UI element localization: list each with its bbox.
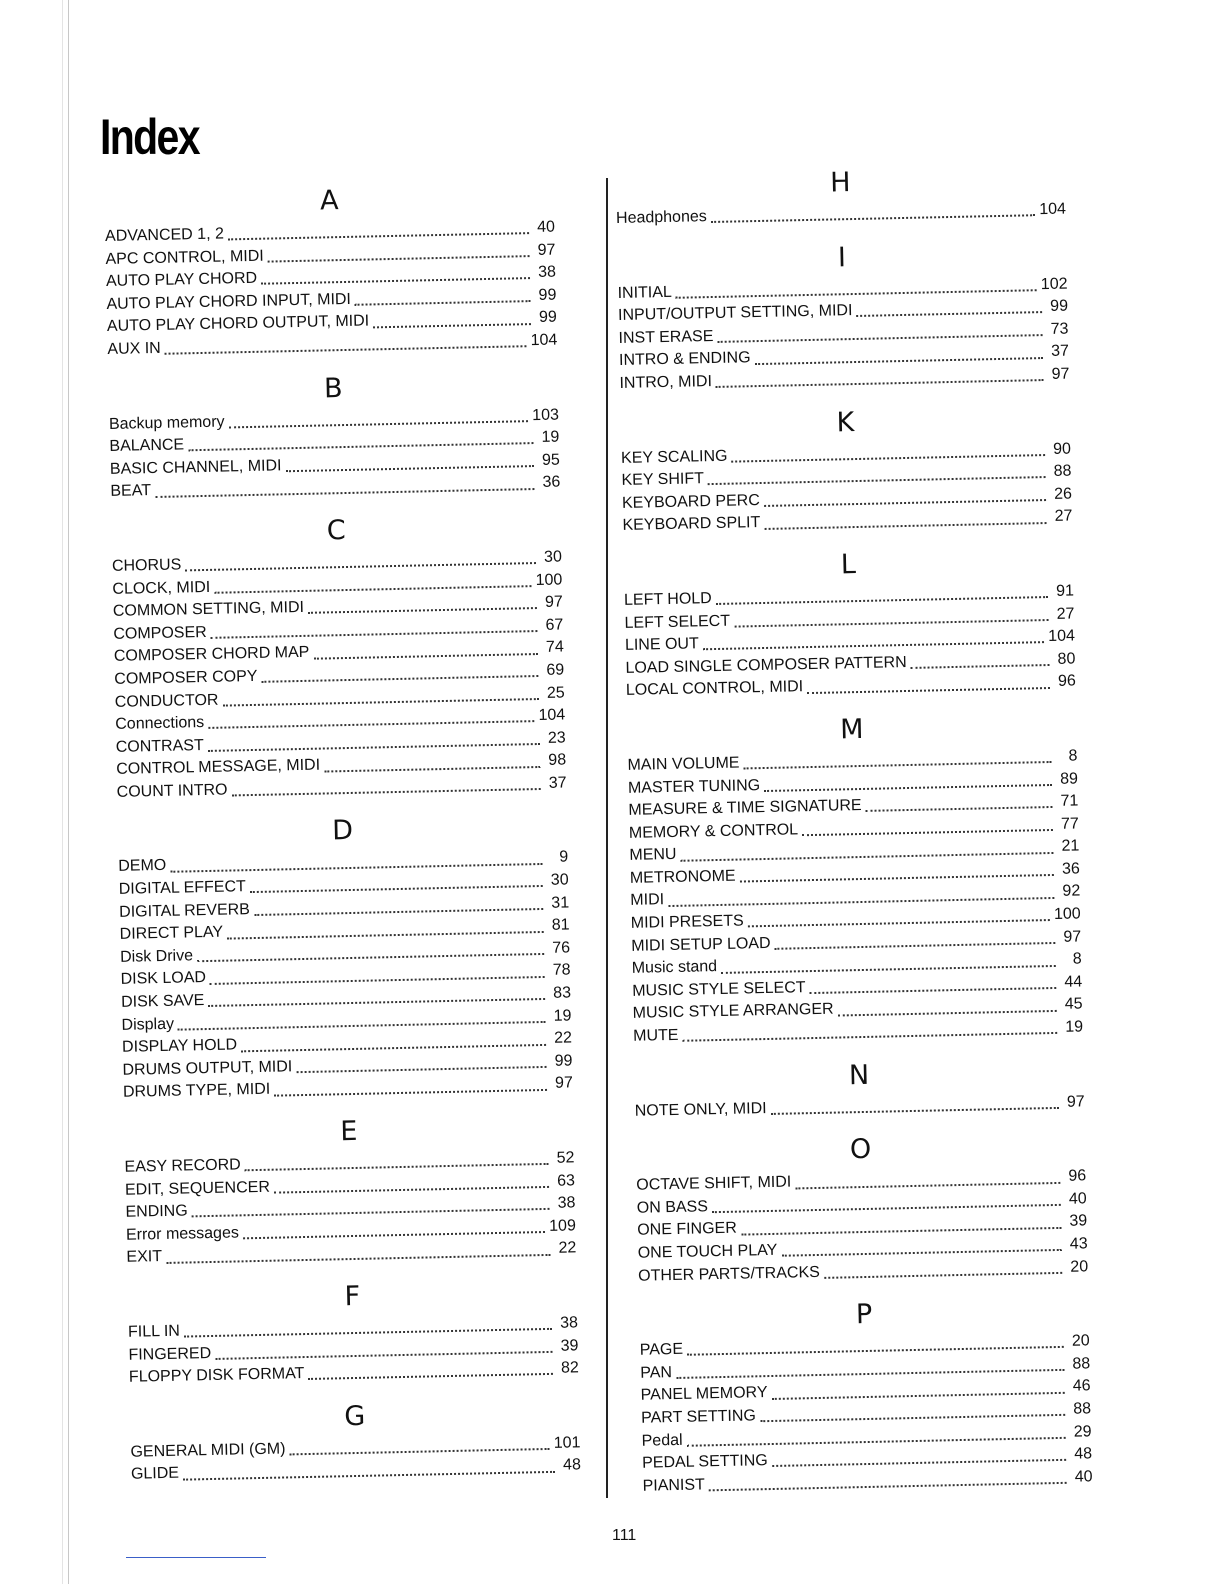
leader-dots — [373, 323, 531, 328]
index-section-n — [634, 1051, 1085, 1135]
entry-term: INPUT/OUTPUT SETTING, MIDI — [617, 302, 853, 325]
index-section-h — [615, 159, 1066, 243]
section-letter: N — [848, 1059, 870, 1091]
entry-term: EASY RECORD — [124, 1156, 241, 1176]
leader-dots — [308, 1373, 553, 1380]
entry-term: MIDI SETUP LOAD — [631, 934, 771, 955]
entry-page-number: 104 — [530, 331, 558, 350]
index-section-c — [111, 506, 567, 816]
entry-term: BASIC CHANNEL, MIDI — [109, 457, 282, 478]
entry-term: INTRO, MIDI — [619, 372, 713, 392]
entry-page-number: 20 — [1070, 1257, 1089, 1276]
leader-dots — [771, 1107, 1059, 1115]
entry-term: BALANCE — [109, 436, 185, 456]
entry-term: BEAT — [110, 482, 152, 501]
leader-dots — [764, 522, 1046, 530]
footer-rule — [126, 1557, 266, 1558]
entry-term: DIGITAL EFFECT — [118, 878, 247, 898]
entry-page-number: 76 — [552, 939, 571, 957]
leader-dots — [911, 664, 1050, 669]
entry-term: GENERAL MIDI (GM) — [130, 1440, 286, 1461]
entry-page-number: 103 — [532, 406, 560, 424]
section-letter: B — [323, 372, 343, 404]
entry-page-number: 100 — [1053, 905, 1081, 924]
entry-term: ON BASS — [636, 1198, 709, 1217]
leader-dots — [807, 687, 1050, 694]
leader-dots — [781, 1249, 1061, 1257]
section-letter: M — [839, 713, 864, 746]
entry-page-number: 88 — [1072, 1355, 1091, 1373]
entry-term: CLOCK, MIDI — [112, 578, 211, 598]
entry-term: ONE TOUCH PLAY — [637, 1241, 778, 1262]
entry-term: PAN — [640, 1363, 673, 1382]
entry-page-number: 19 — [553, 1007, 572, 1025]
leader-dots — [274, 1186, 549, 1194]
entry-page-number: 45 — [1064, 995, 1083, 1014]
entry-page-number: 88 — [1073, 1400, 1092, 1418]
leader-dots — [308, 607, 537, 614]
entry-term: CONTROL MESSAGE, MIDI — [116, 756, 321, 779]
entry-page-number: 101 — [553, 1434, 581, 1452]
index-section-g — [129, 1392, 581, 1499]
section-letter: F — [344, 1280, 361, 1313]
entry-page-number: 23 — [547, 729, 566, 747]
entry-term: GLIDE — [130, 1465, 180, 1484]
entry-page-number: 40 — [1068, 1190, 1087, 1208]
entry-page-number: 98 — [548, 751, 567, 770]
entry-page-number: 78 — [552, 961, 571, 980]
entry-term: MEASURE & TIME SIGNATURE — [628, 797, 862, 819]
entry-page-number: 38 — [557, 1194, 576, 1212]
entry-term: LOAD SINGLE COMPOSER PATTERN — [625, 653, 907, 677]
leader-dots — [274, 1089, 547, 1097]
section-letter: A — [319, 185, 339, 217]
entry-term: PIANIST — [642, 1476, 706, 1495]
entry-term: ONE FINGER — [637, 1220, 737, 1240]
entry-page-number: 40 — [1074, 1468, 1093, 1486]
entry-page-number: 30 — [543, 548, 563, 566]
entry-term: Headphones — [615, 208, 707, 227]
entry-page-number: 40 — [536, 218, 556, 236]
entry-term: LOCAL CONTROL, MIDI — [625, 678, 804, 700]
leader-dots — [824, 1272, 1062, 1279]
entry-term: INITIAL — [617, 283, 673, 302]
entry-page-number: 39 — [1069, 1212, 1088, 1231]
entry-term: DRUMS OUTPUT, MIDI — [122, 1058, 293, 1079]
entry-page-number: 38 — [537, 263, 557, 282]
entry-term: COMMON SETTING, MIDI — [112, 599, 305, 621]
entry-page-number: 92 — [1062, 882, 1081, 901]
entry-term: PAGE — [639, 1341, 684, 1359]
section-letter: C — [326, 514, 347, 547]
index-section-p — [639, 1291, 1093, 1511]
entry-term: FINGERED — [128, 1344, 212, 1364]
entry-term: COMPOSER COPY — [114, 667, 258, 688]
section-letter: I — [837, 241, 847, 273]
index-section-i — [617, 233, 1070, 407]
leader-dots — [250, 885, 543, 893]
index-section-a — [104, 177, 558, 374]
index-section-f — [127, 1272, 579, 1401]
entry-term: Display — [121, 1015, 175, 1034]
entry-term: OCTAVE SHIFT, MIDI — [636, 1173, 792, 1194]
entry-page-number: 71 — [1060, 792, 1079, 810]
leader-dots — [290, 1448, 550, 1455]
index-section-l — [623, 540, 1076, 714]
section-letter: L — [840, 548, 857, 581]
entry-term: DISPLAY HOLD — [121, 1036, 238, 1057]
index-column-right — [615, 159, 1093, 1510]
leader-dots — [243, 1231, 545, 1239]
entry-term: MUSIC STYLE ARRANGER — [632, 1001, 834, 1023]
entry-page-number: 29 — [1073, 1422, 1092, 1441]
index-section-m — [626, 705, 1083, 1060]
entry-page-number: 99 — [538, 286, 557, 304]
entry-term: COMPOSER — [113, 623, 207, 643]
entry-term: AUX IN — [107, 339, 161, 358]
entry-term: LEFT HOLD — [623, 590, 712, 609]
entry-page-number: 30 — [550, 871, 569, 889]
entry-page-number: 38 — [559, 1314, 579, 1332]
entry-page-number: 26 — [1053, 485, 1073, 503]
entry-page-number: 36 — [1061, 860, 1080, 878]
entry-term: COMPOSER CHORD MAP — [113, 644, 310, 666]
section-letter: K — [836, 406, 855, 438]
entry-term: MASTER TUNING — [627, 776, 761, 797]
entry-term: KEYBOARD PERC — [621, 491, 760, 512]
entry-term: DRUMS TYPE, MIDI — [122, 1081, 271, 1102]
entry-term: FILL IN — [127, 1322, 181, 1341]
entry-page-number: 81 — [551, 916, 570, 935]
leader-dots — [775, 942, 1056, 950]
leader-dots — [866, 806, 1053, 812]
binding-edge — [62, 0, 63, 1584]
column-divider — [606, 178, 608, 1498]
entry-term: FLOPPY DISK FORMAT — [128, 1365, 305, 1386]
entry-page-number: 25 — [546, 683, 565, 702]
leader-dots — [764, 499, 1046, 507]
entry-term: MUSIC STYLE SELECT — [632, 979, 806, 1000]
entry-page-number: 100 — [535, 571, 563, 589]
entry-page-number: 21 — [1061, 837, 1080, 856]
entry-term: MUTE — [633, 1026, 679, 1045]
leader-dots — [744, 761, 1052, 769]
leader-dots — [313, 653, 537, 660]
entry-term: EDIT, SEQUENCER — [124, 1178, 271, 1199]
entry-term: ENDING — [125, 1202, 188, 1221]
entry-page-number: 97 — [544, 593, 563, 611]
section-letter: G — [344, 1400, 366, 1432]
entry-term: METRONOME — [629, 867, 736, 887]
entry-term: OTHER PARTS/TRACKS — [638, 1263, 821, 1285]
leader-dots — [802, 829, 1053, 836]
entry-term: MIDI — [630, 891, 665, 910]
entry-page-number: 19 — [541, 428, 560, 447]
leader-dots — [355, 300, 531, 306]
leader-dots — [254, 908, 543, 916]
index-column-left — [104, 177, 581, 1499]
entry-page-number: 97 — [554, 1074, 574, 1093]
entry-term: PART SETTING — [641, 1407, 757, 1427]
entry-term: COUNT INTRO — [116, 781, 228, 801]
leader-dots — [772, 1459, 1066, 1467]
entry-page-number: 97 — [1063, 928, 1082, 946]
leader-dots — [228, 232, 529, 240]
leader-dots — [229, 420, 529, 428]
entry-page-number: 73 — [1050, 320, 1069, 338]
entry-page-number: 48 — [1074, 1445, 1093, 1463]
leader-dots — [772, 1392, 1065, 1400]
entry-page-number: 31 — [551, 894, 570, 912]
index-section-e — [123, 1107, 576, 1281]
entry-page-number: 74 — [545, 638, 564, 657]
entry-page-number: 52 — [556, 1149, 575, 1167]
entry-page-number: 82 — [560, 1359, 580, 1377]
entry-page-number: 44 — [1064, 973, 1083, 991]
entry-term: KEY SCALING — [620, 447, 728, 467]
entry-page-number: 80 — [1057, 650, 1076, 668]
entry-page-number: 90 — [1053, 440, 1072, 458]
entry-page-number: 27 — [1056, 605, 1075, 623]
entry-page-number: 43 — [1069, 1235, 1088, 1253]
entry-term: CHORUS — [111, 556, 182, 575]
leader-dots — [261, 278, 530, 286]
entry-page-number: 102 — [1040, 275, 1068, 293]
entry-page-number: 8 — [1072, 950, 1082, 968]
entry-page-number: 104 — [1039, 200, 1067, 219]
entry-term: DISK SAVE — [120, 992, 205, 1011]
leader-dots — [296, 1066, 546, 1073]
entry-term: Disk Drive — [119, 947, 194, 966]
leader-dots — [764, 784, 1052, 792]
entry-term: Music stand — [631, 958, 718, 978]
entry-page-number: 37 — [1050, 342, 1070, 361]
leader-dots — [857, 312, 1043, 318]
leader-dots — [241, 1043, 546, 1051]
section-letter: O — [849, 1134, 872, 1166]
entry-term: Backup memory — [108, 413, 225, 433]
entry-page-number: 27 — [1054, 507, 1073, 526]
entry-page-number: 46 — [1072, 1377, 1091, 1396]
entry-page-number: 9 — [559, 848, 569, 867]
entry-term: PEDAL SETTING — [641, 1452, 768, 1472]
entry-term: Connections — [115, 714, 205, 733]
entry-page-number: 97 — [1051, 365, 1070, 383]
index-section-b — [108, 364, 561, 516]
entry-page-number: 8 — [1068, 747, 1078, 765]
section-letter: E — [340, 1115, 358, 1148]
entry-term: MAIN VOLUME — [627, 754, 740, 774]
entry-page-number: 89 — [1059, 769, 1079, 788]
entry-term: AUTO PLAY CHORD — [105, 270, 258, 291]
entry-term: MIDI PRESETS — [630, 912, 744, 932]
entry-page-number: 99 — [538, 308, 558, 327]
section-letter: P — [855, 1299, 873, 1331]
entry-page-number: 99 — [554, 1052, 573, 1070]
leader-dots — [232, 788, 541, 796]
leader-dots — [324, 766, 540, 773]
entry-term: EXIT — [126, 1248, 163, 1267]
entry-page-number: 97 — [537, 241, 556, 259]
entry-page-number: 19 — [1065, 1018, 1084, 1036]
entry-term: DISK LOAD — [120, 969, 207, 989]
entry-term: AUTO PLAY CHORD OUTPUT, MIDI — [106, 312, 370, 336]
index-section-k — [620, 398, 1073, 550]
leader-dots — [838, 1010, 1057, 1017]
leader-dots — [268, 255, 530, 262]
entry-page-number: 97 — [1066, 1092, 1085, 1111]
entry-term: ADVANCED 1, 2 — [104, 225, 225, 245]
entry-term: INTRO & ENDING — [618, 349, 751, 370]
leader-dots — [262, 675, 539, 683]
entry-page-number: 104 — [1048, 627, 1076, 646]
entry-term: CONTRAST — [115, 736, 204, 756]
entry-term: LEFT SELECT — [624, 612, 731, 632]
entry-term: DEMO — [118, 857, 167, 876]
entry-page-number: 48 — [562, 1456, 582, 1475]
leader-dots — [760, 1414, 1065, 1422]
entry-page-number: 67 — [545, 616, 564, 634]
entry-term: DIRECT PLAY — [119, 923, 224, 944]
leader-dots — [286, 465, 534, 472]
entry-term: Pedal — [641, 1431, 683, 1450]
entry-term: Error messages — [125, 1224, 240, 1244]
entry-term: MENU — [629, 846, 677, 865]
entry-term: PANEL MEMORY — [640, 1384, 768, 1405]
entry-page-number: 20 — [1071, 1332, 1090, 1350]
entry-page-number: 104 — [538, 706, 566, 725]
leader-dots — [748, 919, 1050, 927]
entry-page-number: 37 — [548, 774, 567, 792]
entry-term: LINE OUT — [624, 635, 699, 655]
entry-term: DIGITAL REVERB — [119, 900, 251, 921]
entry-term: CONDUCTOR — [114, 691, 219, 711]
entry-page-number: 22 — [558, 1239, 577, 1258]
leader-dots — [795, 1181, 1060, 1189]
index-section-d — [117, 807, 573, 1117]
entry-term: KEYBOARD SPLIT — [622, 514, 761, 535]
section-letter: H — [829, 167, 851, 199]
leader-dots — [755, 357, 1043, 365]
entry-term: APC CONTROL, MIDI — [105, 247, 264, 268]
entry-page-number: 77 — [1060, 815, 1080, 833]
entry-term: KEY SHIFT — [621, 470, 705, 490]
page-title: Index — [100, 109, 199, 165]
entry-page-number: 69 — [546, 661, 565, 679]
entry-page-number: 22 — [553, 1029, 573, 1047]
entry-page-number: 99 — [1050, 297, 1069, 316]
page-number: 111 — [612, 1527, 637, 1544]
entry-page-number: 96 — [1068, 1167, 1087, 1185]
entry-page-number: 88 — [1053, 462, 1072, 481]
entry-term: INST ERASE — [618, 327, 714, 347]
entry-term: MEMORY & CONTROL — [628, 820, 799, 842]
binding-edge-line — [68, 0, 69, 1584]
index-section-o — [635, 1126, 1088, 1300]
leader-dots — [245, 1163, 549, 1171]
entry-page-number: 36 — [542, 473, 561, 492]
entry-page-number: 109 — [549, 1217, 577, 1235]
entry-page-number: 83 — [553, 984, 572, 1002]
entry-page-number: 95 — [541, 451, 561, 469]
leader-dots — [810, 987, 1057, 994]
entry-page-number: 63 — [556, 1171, 576, 1190]
entry-term: NOTE ONLY, MIDI — [634, 1099, 767, 1120]
entry-page-number: 91 — [1055, 582, 1075, 600]
entry-term: AUTO PLAY CHORD INPUT, MIDI — [106, 290, 352, 313]
section-letter: D — [331, 815, 354, 847]
entry-page-number: 39 — [560, 1336, 579, 1355]
entry-page-number: 96 — [1057, 672, 1077, 691]
